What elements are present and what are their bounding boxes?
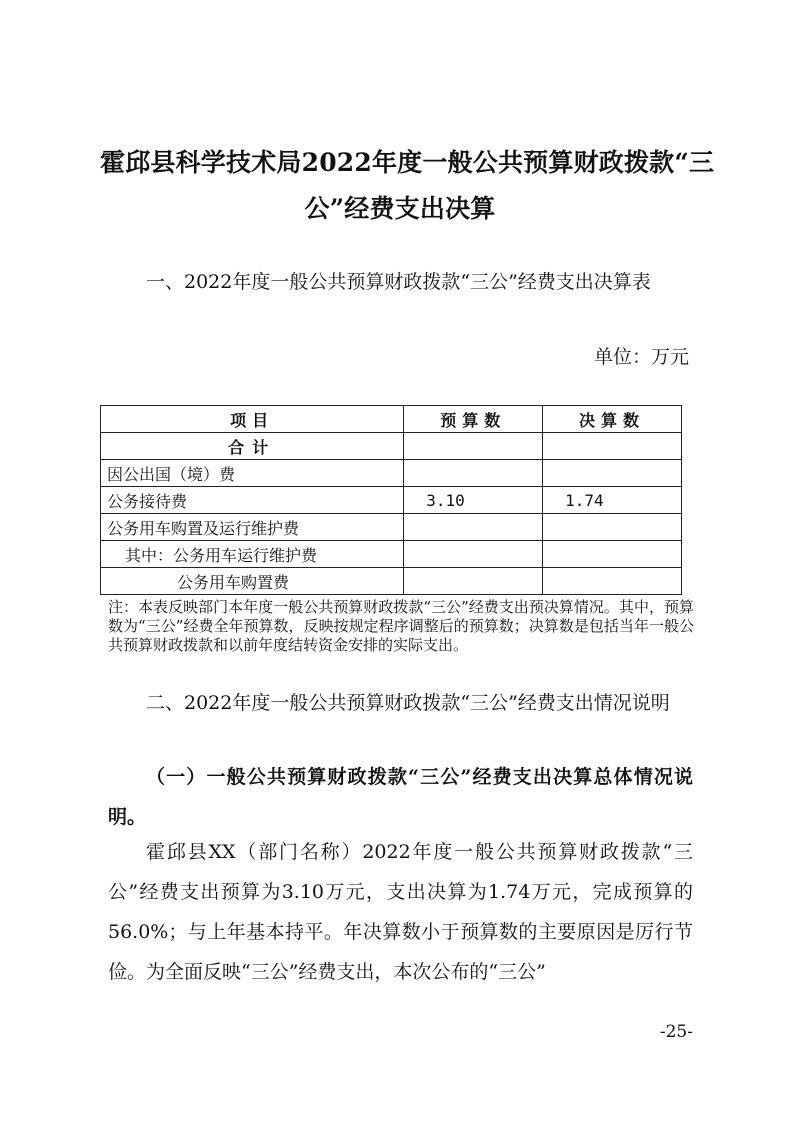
section1-heading: 一、2022年度一般公共预算财政拨款“三公”经费支出决算表	[146, 271, 651, 293]
unit-label: 单位：万元	[593, 346, 689, 368]
section2-heading: 二、2022年度一般公共预算财政拨款“三公”经费支出情况说明	[146, 692, 670, 714]
table-header-row	[101, 406, 682, 433]
row-label: 公务用车购置及运行维护费	[101, 514, 404, 541]
row-budget	[404, 568, 543, 595]
page-number: -25-	[659, 1022, 693, 1042]
row-final: 1.74	[543, 487, 682, 514]
row-budget	[404, 514, 543, 541]
row-final	[543, 541, 682, 568]
row-final	[543, 460, 682, 487]
row-final	[543, 568, 682, 595]
table-row	[101, 460, 682, 487]
table-note: 注：本表反映部门本年度一般公共预算财政拨款“三公”经费支出预决算情况。其中，预算数为“三公”经费全年预算数，反映按规定程序调整后的预算数；决算数是包括当年一般公共预算财政拨款和以前年度结转资金安排的实际支出。	[108, 598, 694, 654]
row-final	[543, 433, 682, 460]
body-paragraph: 霍邱县XX（部门名称）2022年度一般公共预算财政拨款“三公”经费支出预算为3.10万元，支出决算为1.74万元，完成预算的56.0%；与上年基本持平。年决算数小于预算数的主要原因是厉行节俭。为全面反映“三公”经费支出，本次公布的“三公”	[108, 841, 693, 983]
title-line-2: 公”经费支出决算	[304, 194, 496, 223]
row-label: 因公出国（境）费	[101, 460, 404, 487]
row-final	[543, 514, 682, 541]
table-row	[101, 568, 682, 595]
table-row	[101, 514, 682, 541]
row-label: 公务接待费	[101, 487, 404, 514]
row-budget: 3.10	[404, 487, 543, 514]
row-label: 其中：公务用车运行维护费	[101, 541, 404, 568]
row-label: 公务用车购置费	[101, 568, 404, 595]
header-item: 项目	[101, 406, 404, 433]
subsection1-heading: （一）一般公共预算财政拨款“三公”经费支出决算总体情况说明。	[108, 766, 693, 828]
row-budget	[404, 541, 543, 568]
table-row	[101, 487, 682, 514]
title-line-1: 霍邱县科学技术局2022年度一般公共预算财政拨款“三	[100, 148, 715, 177]
row-label: 合计	[101, 433, 404, 460]
three-public-expenses-table	[100, 405, 682, 595]
table-row	[101, 541, 682, 568]
header-final: 决算数	[543, 406, 682, 433]
row-budget	[404, 460, 543, 487]
table-row	[101, 433, 682, 460]
document-title	[100, 140, 715, 232]
row-budget	[404, 433, 543, 460]
header-budget: 预算数	[404, 406, 543, 433]
